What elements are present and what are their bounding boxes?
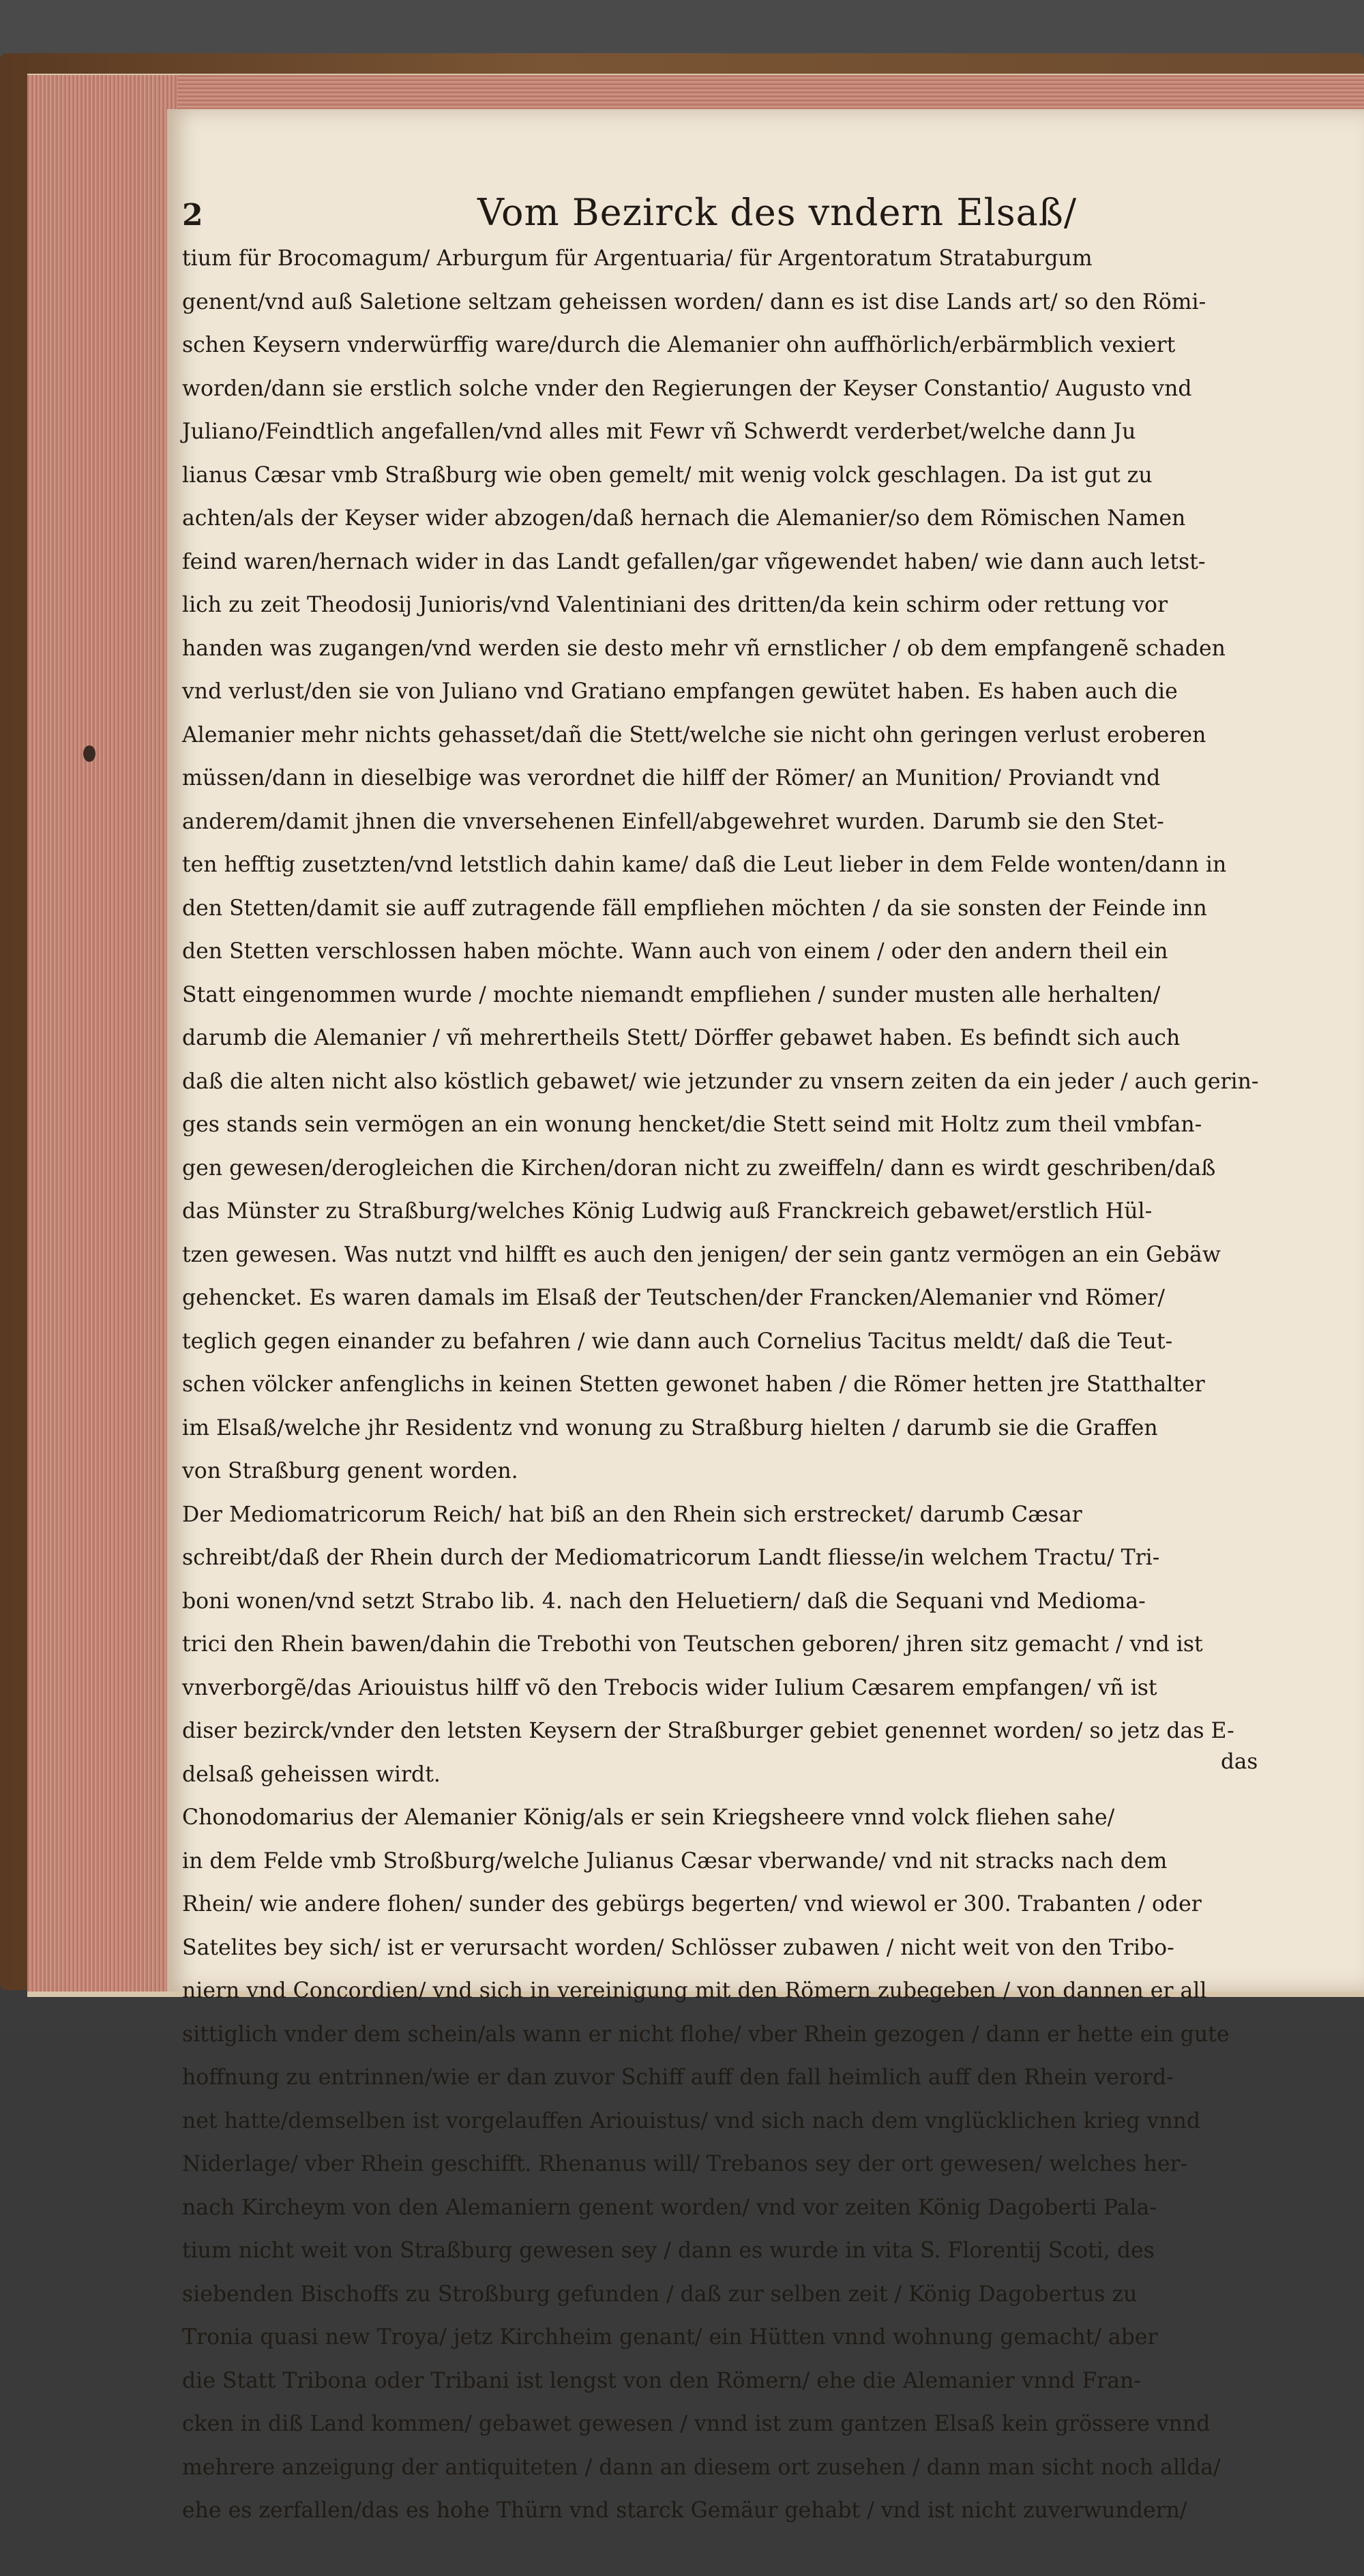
text-line: net hatte/demselben ist vorgelauffen Ariouistus/ vnd sich nach dem vnglücklichen krieg vnnd [182,2100,1273,2144]
text-line: Satelites bey sich/ ist er verursacht worden/ Schlösser zubawen / nicht weit von den Tribo- [182,1927,1273,1970]
text-line: siebenden Bischoffs zu Stroßburg gefunden / daß zur selben zeit / König Dagobertus zu [182,2273,1273,2317]
text-line: gehencket. Es waren damals im Elsaß der Teutschen/der Francken/Alemanier vnd Römer/ [182,1277,1273,1320]
text-line: die Statt Tribona oder Tribani ist lengst von den Römern/ ehe die Alemanier vnnd Fran- [182,2360,1273,2403]
text-line: müssen/dann in dieselbige was verordnet die hilff der Römer/ an Munition/ Proviandt vnd [182,757,1273,801]
text-line: trici den Rhein bawen/dahin die Trebothi von Teutschen geboren/ jhren sitz gemacht / vnd ist [182,1623,1273,1667]
text-line: handen was zugangen/vnd werden sie desto mehr vñ ernstlicher / ob dem empfangenẽ schaden [182,627,1273,671]
text-line: delsaß geheissen wirdt. [182,1753,1273,1797]
text-line: niern vnd Concordien/ vnd sich in vereinigung mit den Römern zubegeben / von dannen er all [182,1970,1273,2013]
text-line: worden/dann sie erstlich solche vnder den Regierungen der Keyser Constantio/ Augusto vnd [182,368,1273,411]
text-line: von Straßburg genent worden. [182,1450,1273,1494]
text-line: Niderlage/ vber Rhein geschifft. Rhenanus will/ Trebanos sey der ort gewesen/ welches her- [182,2143,1273,2187]
text-line: sittiglich vnder dem schein/als wann er nicht flohe/ vber Rhein gezogen / dann er hette ein gute [182,2013,1273,2057]
text-line: vnverborgẽ/das Ariouistus hilff võ den Trebocis wider Iulium Cæsarem empfangen/ vñ ist [182,1667,1273,1711]
text-line: feind waren/hernach wider in das Landt gefallen/gar vñgewendet haben/ wie dann auch letst- [182,541,1273,584]
text-line: tium nicht weit von Straßburg gewesen sey / dann es wurde in vita S. Florentij Scoti, des [182,2230,1273,2273]
text-line: das Münster zu Straßburg/welches König Ludwig auß Franckreich gebawet/erstlich Hül- [182,1190,1273,1234]
text-line: Der Mediomatricorum Reich/ hat biß an den Rhein sich erstrecket/ darumb Cæsar [182,1494,1273,1537]
text-line: im Elsaß/welche jhr Residentz vnd wonung zu Straßburg hielten / darumb sie die Graffen [182,1407,1273,1451]
text-line: cken in diß Land kommen/ gebawet gewesen / vnnd ist zum gantzen Elsaß kein grössere vnnd [182,2403,1273,2446]
catchword: das [1221,1749,1258,1774]
text-line: achten/als der Keyser wider abzogen/daß hernach die Alemanier/so dem Römischen Namen [182,497,1273,541]
text-line: schen völcker anfenglichs in keinen Stetten gewonet haben / die Römer hetten jre Statthalter [182,1363,1273,1407]
page-edges-fore [27,75,177,1992]
text-line: tzen gewesen. Was nutzt vnd hilfft es auch den jenigen/ der sein gantz vermögen an ein Gebäw [182,1234,1273,1277]
ink-blot-mark [83,745,95,762]
text-line: den Stetten verschlossen haben möchte. Wann auch von einem / oder den andern theil ein [182,930,1273,974]
text-line: hoffnung zu entrinnen/wie er dan zuvor Schiff auff den fall heimlich auff den Rhein verord- [182,2056,1273,2100]
text-body [182,237,1273,2576]
text-line: tium für Brocomagum/ Arburgum für Argentuaria/ für Argentoratum Strataburgum [182,237,1273,281]
text-line [182,2533,1273,2576]
text-line: Alemanier mehr nichts gehasset/dañ die Stett/welche sie nicht ohn geringen verlust eroberen [182,714,1273,758]
text-line: Chonodomarius der Alemanier König/als er sein Kriegsheere vnnd volck fliehen sahe/ [182,1796,1273,1840]
text-line: Tronia quasi new Troya/ jetz Kirchheim genant/ ein Hütten vnnd wohnung gemacht/ aber [182,2316,1273,2360]
text-line: diser bezirck/vnder den letsten Keysern der Straßburger gebiet genennet worden/ so jetz das E- [182,1710,1273,1753]
text-line: nach Kircheym von den Alemaniern genent worden/ vnd vor zeiten König Dagoberti Pala- [182,2187,1273,2230]
text-line: ehe es zerfallen/das es hohe Thürn vnd starck Gemäur gehabt / vnd ist nicht zuverwundern/ [182,2489,1273,2533]
text-line: schen Keysern vnderwürffig ware/durch die Alemanier ohn auffhörlich/erbärmblich vexiert [182,324,1273,368]
text-line: den Stetten/damit sie auff zutragende fäll empfliehen möchten / da sie sonsten der Feinde inn [182,887,1273,931]
text-line: ten hefftig zusetzten/vnd letstlich dahin kame/ daß die Leut lieber in dem Felde wonten/dann in [182,844,1273,887]
text-line: in dem Felde vmb Stroßburg/welche Julianus Cæsar vberwande/ vnd nit stracks nach dem [182,1840,1273,1884]
text-line: genent/vnd auß Saletione seltzam geheissen worden/ dann es ist dise Lands art/ so den Römi- [182,281,1273,325]
text-line: teglich gegen einander zu befahren / wie dann auch Cornelius Tacitus meldt/ daß die Teut- [182,1320,1273,1364]
text-line: Statt eingenommen wurde / mochte niemandt empfliehen / sunder musten alle herhalten/ [182,974,1273,1018]
text-line: lianus Cæsar vmb Straßburg wie oben gemelt/ mit wenig volck geschlagen. Da ist gut zu [182,454,1273,498]
text-line: boni wonen/vnd setzt Strabo lib. 4. nach den Heluetiern/ daß die Sequani vnd Medioma- [182,1580,1273,1624]
page-number: 2 [182,198,203,233]
text-line: mehrere anzeigung der antiquiteten / dann an diesem ort zusehen / dann man sicht noch allda/ [182,2446,1273,2490]
text-line: Juliano/Feindtlich angefallen/vnd alles mit Fewr vñ Schwerdt verderbet/welche dann Ju [182,411,1273,454]
text-line: ges stands sein vermögen an ein wonung hencket/die Stett seind mit Holtz zum theil vmbfan- [182,1104,1273,1147]
text-line: vnd verlust/den sie von Juliano vnd Gratiano empfangen gewütet haben. Es haben auch die [182,670,1273,714]
text-line: schreibt/daß der Rhein durch der Mediomatricorum Landt fliesse/in welchem Tractu/ Tri- [182,1537,1273,1580]
book-page [167,109,1364,1992]
text-line: Rhein/ wie andere flohen/ sunder des gebürgs begerten/ vnd wiewol er 300. Trabanten / oder [182,1883,1273,1927]
text-line: gen gewesen/derogleichen die Kirchen/doran nicht zu zweiffeln/ dann es wirdt geschriben/daß [182,1147,1273,1191]
text-line: anderem/damit jhnen die vnversehenen Einfell/abgewehret wurden. Darumb sie den Stet- [182,801,1273,844]
running-title: Vom Bezirck des vndern Elsaß/ [477,191,1077,234]
text-line: darumb die Alemanier / vñ mehrertheils Stett/ Dörffer gebawet haben. Es befindt sich auch [182,1017,1273,1061]
text-line: lich zu zeit Theodosij Junioris/vnd Valentiniani des dritten/da kein schirm oder rettung vor [182,584,1273,627]
text-line: daß die alten nicht also köstlich gebawet/ wie jetzunder zu vnsern zeiten da ein jeder / auch gerin- [182,1061,1273,1104]
